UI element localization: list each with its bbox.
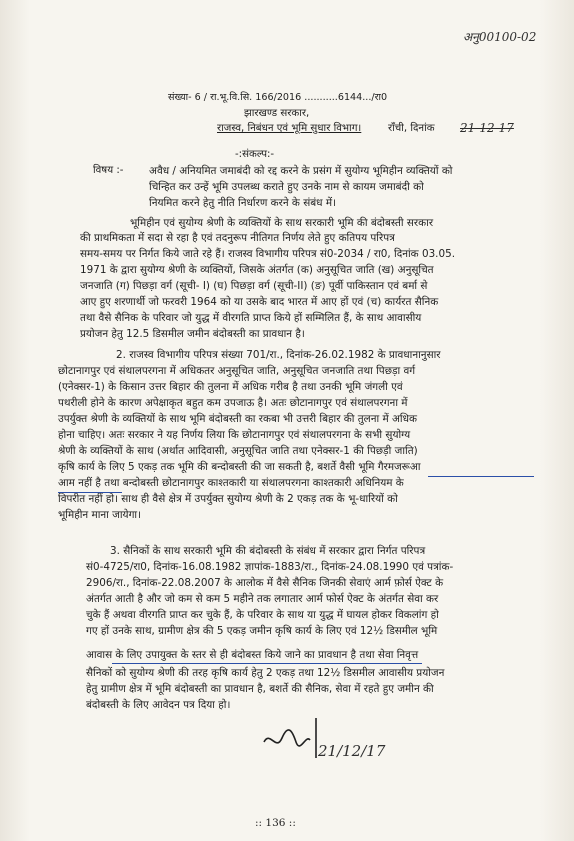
blue-underline-mark — [428, 476, 534, 477]
para1-line: आए हुए शरणार्थी जो फरवरी 1964 को या उसके बाद भारत में आए हों एवं (च) कार्यरत सैनिक — [80, 296, 439, 308]
para1-line: तथा वैसे सैनिक के परिवार जो युद्ध में वीरगति प्राप्त किये हों सम्मिलित हैं, के साथ आवासीय — [80, 312, 422, 324]
para2-line: श्रेणी के व्यक्तियों के साथ (अर्थात आदिवासी, अनुसूचित जाति तथा एनेक्सर-1 की पिछड़ी जाति) — [58, 445, 418, 457]
reference-number: संख्या- 6 / रा.भू.वि.सि. 166/2016 ...........6144.../रा0 — [168, 92, 388, 103]
blue-underline-mark — [58, 492, 122, 493]
para1-line: जनजाति (ग) पिछड़ा वर्ग (सूची- I) (घ) पिछड़ा वर्ग (सूची-II) (ङ) पूर्वी पाकिस्तान एवं बर्मा से — [80, 280, 428, 292]
para2-line: (एनेक्सर-1) के किसान उत्तर बिहार की तुलना में अधिक गरीब है तथा उनकी भूमि जंगली एवं — [58, 381, 403, 393]
department-name: राजस्व, निबंधन एवं भूमि सुधार विभाग। — [217, 123, 362, 134]
para1-line: समय-समय पर निर्गत किये जाते रहे हैं। राजस्व विभागीय परिपत्र सं0-2034 / रा0, दिनांक 03.05. — [80, 248, 456, 260]
para1-line: की प्राथमिकता में सदा से रहा है एवं तदनुरूप नीतिगत निर्णय लेते हुए कतिपय परिपत्र — [80, 232, 395, 244]
government-name: झारखण्ड सरकार, — [244, 108, 310, 119]
para3-line: अंतर्गत आती है और जो कम से कम 5 महीने तक लगातार आर्म फोर्स ऐक्ट के अंतर्गत सेवा कर — [86, 593, 439, 605]
date-label: राँची, दिनांक — [388, 123, 435, 134]
para3-line: चुके हैं अथवा वीरगति प्राप्त कर चुके हैं, के परिवार के साथ या युद्ध में घायल होकर विकलांग हो — [86, 609, 439, 621]
para3-line: सैनिकों को सुयोग्य श्रेणी की तरह कृषि कार्य हेतु 2 एकड़ तथा 12½ डिसमील आवासीय प्रयोजन — [86, 667, 445, 679]
date-value: 21-12-17 — [460, 121, 514, 135]
para3-line: गए हों उनके साथ, ग्रामीण क्षेत्र की 5 एकड़ जमीन कृषि कार्य के लिए एवं 12½ डिसमील भूमि — [86, 625, 438, 637]
para2-line: छोटानागपुर एवं संथालपरगना में अधिकतर अनुसूचित जाति, अनुसूचित जनजाति तथा पिछड़ा वर्ग — [58, 365, 416, 377]
para2-line: कृषि कार्य के लिए 5 एकड़ तक भूमि की बन्दोबस्ती की जा सकती है, बशर्ते वैसी भूमि गैरमजरूआ — [58, 461, 421, 473]
signature-date: 21/12/17 — [318, 742, 386, 760]
para3-line: 2906/रा., दिनांक-22.08.2007 के आलोक में वैसे सैनिक जिनकी सेवाएं आर्म फ़ोर्स ऐक्ट के — [86, 577, 444, 589]
resolution-heading: -:संकल्प:- — [235, 149, 275, 160]
para2-line: विपरीत नहीं हो। साथ ही वैसे क्षेत्र में उपर्युक्त सुयोग्य श्रेणी के 2 एकड़ तक के भू-धारियों को — [58, 493, 398, 505]
para3-line: बंदोबस्ती के लिए आवेदन पत्र दिया हो। — [86, 699, 231, 711]
para2-line: पथरीली होने के कारण अपेक्षाकृत बहुत कम उपजाऊ है। अतः छोटानागपुर एवं संथालपरगना में — [58, 397, 408, 409]
corner-handwritten-note: अनु00100-02 — [463, 30, 537, 44]
para3-line: आवास के लिए उपायुक्त के स्तर से ही बंदोबस्त किये जाने का प्रावधान है तथा सेवा निवृत्त — [86, 649, 419, 661]
para1-line: प्रयोजन हेतु 12.5 डिसमील जमीन बंदोबस्ती का प्रावधान है। — [80, 328, 305, 340]
para1-line: 1971 के द्वारा सुयोग्य श्रेणी के व्यक्तियों, जिसके अंतर्गत (क) अनुसूचित जाति (ख) अनुसूचित — [80, 264, 434, 276]
blue-underline-mark — [112, 663, 422, 664]
para1-line: भूमिहीन एवं सुयोग्य श्रेणी के व्यक्तियों के साथ सरकारी भूमि की बंदोबस्ती सरकार — [130, 217, 434, 229]
subject-line: नियमित करने हेतु नीति निर्धारण करने के संबंध में। — [149, 197, 337, 209]
para3-line: हेतु ग्रामीण क्षेत्र में भूमि बंदोबस्ती का प्रावधान है, बशर्ते की सैनिक, सेवा में रहते हुए जमीन की — [86, 683, 434, 695]
para3-line: सं0-4725/रा0, दिनांक-16.08.1982 ज्ञापांक-1883/रा., दिनांक-24.08.1990 एवं पत्रांक- — [86, 561, 454, 573]
para2-line: उपर्युक्त श्रेणी के व्यक्तियों के साथ भूमि बंदोबस्ती का रकबा भी उत्तरी बिहार की तुलना में अधिक — [58, 413, 417, 425]
subject-label: विषय :- — [93, 165, 124, 176]
para2-line: 2. राजस्व विभागीय परिपत्र संख्या 701/रा., दिनांक-26.02.1982 के प्रावधानानुसार — [116, 349, 441, 361]
para2-line: होना चाहिए। अतः सरकार ने यह निर्णय लिया कि छोटानागपुर एवं संथालपरगना के सभी सुयोग्य — [58, 429, 411, 441]
para2-line: आम नहीं है तथा बन्दोबस्ती छोटानागपुर काश्तकारी या संथालपरगना काश्तकारी अधिनियम के — [58, 477, 404, 489]
page-number: :: 136 :: — [255, 817, 296, 829]
subject-line: चिन्हित कर उन्हें भूमि उपलब्ध कराते हुए उनके नाम से कायम जमाबंदी को — [149, 181, 424, 193]
subject-line: अवैध / अनियमित जमाबंदी को रद्द करने के प्रसंग में सुयोग्य भूमिहीन व्यक्तियों को — [149, 165, 453, 177]
para2-line: भूमिहीन माना जायेगा। — [58, 509, 142, 521]
para3-line: 3. सैनिकों के साथ सरकारी भूमि की बंदोबस्ती के संबंध में सरकार द्वारा निर्गत परिपत्र — [110, 545, 426, 557]
